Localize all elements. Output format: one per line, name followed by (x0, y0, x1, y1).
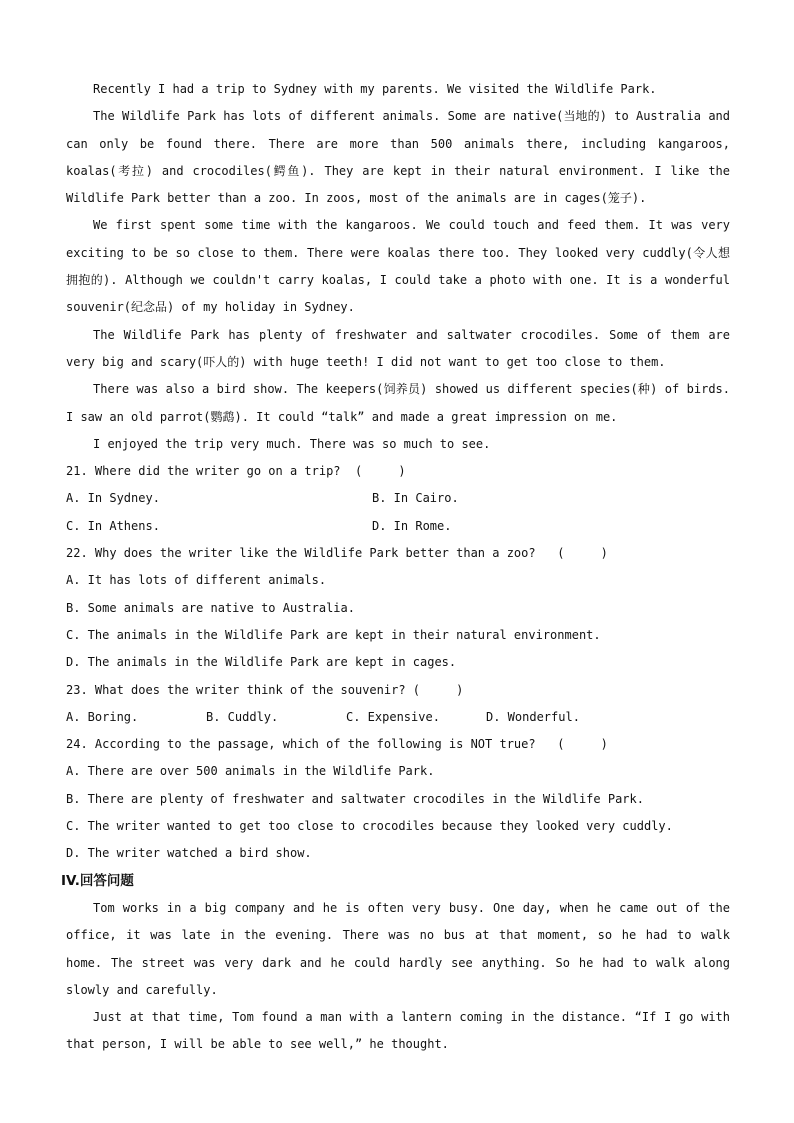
question-22-option-c: C. The animals in the Wildlife Park are kept in their natural environment. (66, 627, 601, 642)
question-21-options-row-1 (66, 485, 730, 512)
section-4-heading: IV.回答问题 (61, 872, 134, 889)
question-21-option-c: C. In Athens. (66, 518, 160, 533)
passage-paragraph-6: I enjoyed the trip very much. There was so much to see. (93, 436, 491, 451)
document-page (61, 76, 730, 1059)
question-23-option-b: B. Cuddly. (206, 709, 279, 724)
question-23-stem: 23. What does the writer think of the souvenir? ( ) (66, 682, 464, 697)
passage-paragraph-4: The Wildlife Park has plenty of freshwater and saltwater crocodiles. Some of them are very big and scary(吓人的) with huge teeth! I did not want to get too close to them. (66, 327, 730, 369)
question-21-options-row-2 (66, 513, 730, 540)
passage-paragraph-5: There was also a bird show. The keepers(饲养员) showed us different species(种) of birds. I saw an old parrot(鹦鹉). It could “talk” and made a great impression on me. (66, 382, 730, 424)
question-21-option-b: B. In Cairo. (372, 491, 459, 506)
question-24-option-b: B. There are plenty of freshwater and saltwater crocodiles in the Wildlife Park. (66, 791, 644, 806)
question-24-stem: 24. According to the passage, which of the following is NOT true? ( ) (66, 737, 608, 752)
question-24-option-d: D. The writer watched a bird show. (66, 846, 312, 861)
question-21-option-d: D. In Rome. (372, 518, 452, 533)
question-24-option-c: C. The writer wanted to get too close to crocodiles because they looked very cuddly. (66, 819, 673, 834)
question-21-stem: 21. Where did the writer go on a trip? ( ) (66, 464, 406, 479)
question-24 (66, 731, 730, 867)
question-23-option-c: C. Expensive. (346, 709, 440, 724)
question-22-option-a: A. It has lots of different animals. (66, 573, 327, 588)
section-4-paragraph-2: Just at that time, Tom found a man with a lantern coming in the distance. “If I go with that person, I will be able to see well,” he thought. (66, 1010, 730, 1052)
question-21-option-a: A. In Sydney. (66, 491, 160, 506)
question-23-option-d: D. Wonderful. (486, 709, 580, 724)
question-22-stem: 22. Why does the writer like the Wildlife Park better than a zoo? ( ) (66, 546, 608, 561)
question-22 (66, 540, 730, 676)
question-23-options-row (66, 704, 730, 731)
question-22-option-b: B. Some animals are native to Australia. (66, 600, 355, 615)
passage-paragraph-1: Recently I had a trip to Sydney with my parents. We visited the Wildlife Park. (93, 82, 657, 96)
question-24-option-a: A. There are over 500 animals in the Wildlife Park. (66, 764, 435, 779)
passage-paragraph-3: We first spent some time with the kangaroos. We could touch and feed them. It was very exciting to be so close to them. There were koalas there too. They looked very cuddly(令人想拥抱的). Although we couldn't carry koalas, I could take a photo with one. It is a wonderful souvenir(纪念品) of my holiday in Sydney. (66, 218, 730, 315)
passage-paragraph-2: The Wildlife Park has lots of different animals. Some are native(当地的) to Australia and can only be found there. There are more than 500 animals there, including kangaroos, koalas(考拉) and crocodiles(鳄鱼). They are kept in their natural environment. I like the Wildlife Park better than a zoo. In zoos, most of the animals are in cages(笼子). (66, 109, 730, 206)
section-4-paragraph-1: Tom works in a big company and he is often very busy. One day, when he came out of the office, it was late in the evening. There was no bus at that moment, so he had to walk home. The street was very dark and he could hardly see anything. So he had to walk along slowly and carefully. (66, 900, 730, 997)
question-22-option-d: D. The animals in the Wildlife Park are kept in cages. (66, 655, 457, 670)
question-21 (66, 458, 730, 540)
question-23-option-a: A. Boring. (66, 709, 139, 724)
question-23 (66, 677, 730, 732)
